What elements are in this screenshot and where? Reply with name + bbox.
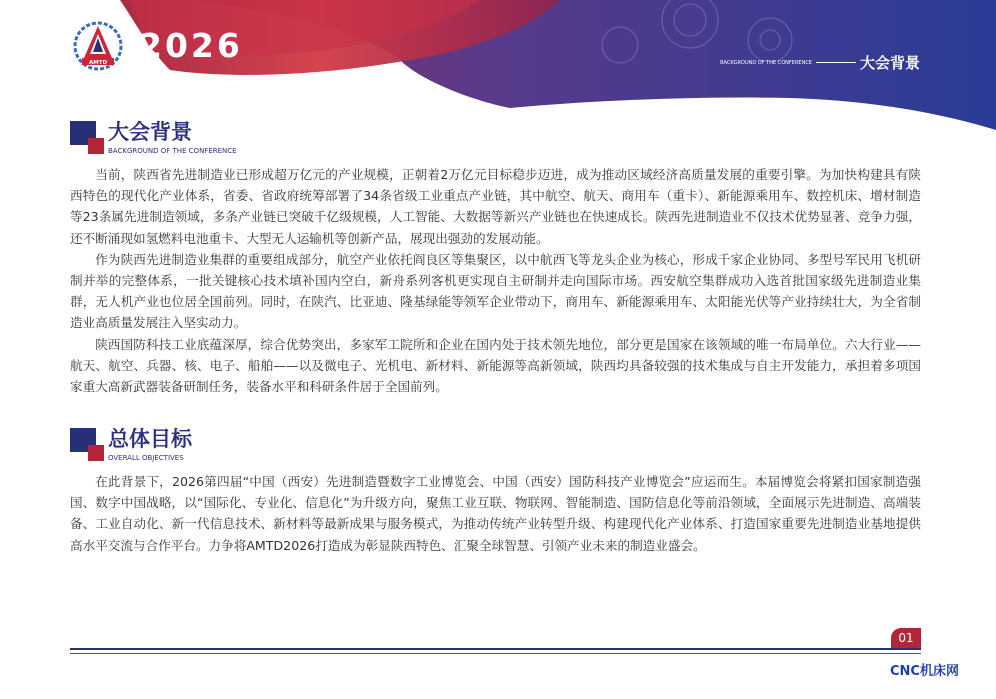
section-title-en: BACKGROUND OF THE CONFERENCE <box>108 147 237 155</box>
paragraph: 当前，陕西省先进制造业已形成超万亿元的产业规模，正朝着2万亿元目标稳步迈进，成为推动区域经济高质量发展的重要引擎。为加快构建具有陕西特色的现代化产业体系，省委、省政府统筹部署了34条省级工业重点产业链，其中航空、航天、商用车（重卡）、新能源乘用车、数控机床、增材制造等23条属先进制造领域，多条产业链已突破千亿级规模，人工智能、大数据等新兴产业链也在快速成长。陕西先进制造业不仅技术优势显著、竞争力强，还不断涌现如氢燃料电池重卡、大型无人运输机等创新产品，展现出强劲的发展动能。 <box>70 167 921 246</box>
header-section-label <box>720 52 920 73</box>
footer-rule-navy <box>70 648 921 650</box>
header-section-en: BACKGROUND OF THE CONFERENCE <box>720 59 812 66</box>
paragraph: 作为陕西先进制造业集群的重要组成部分，航空产业依托阎良区等集聚区，以中航西飞等龙头企业为核心，形成千家企业协同、多型号军民用飞机研制并举的完整体系，一批关键核心技术填补国内空白，新舟系列客机更实现自主研制并走向国际市场。西安航空集群成功入选首批国家级先进制造业集群，无人机产业也位居全国前列。同时，在陕汽、比亚迪、隆基绿能等领军企业带动下，商用车、新能源乘用车、太阳能光伏等产业持续壮大，为全省制造业高质量发展注入坚实动力。 <box>70 251 921 331</box>
section-title-en: OVERALL OBJECTIVES <box>108 454 184 462</box>
paragraph: 陕西国防科技工业底蕴深厚，综合优势突出，多家军工院所和企业在国内处于技术领先地位，部分更是国家在该领域的唯一布局单位。六大行业——航天、航空、兵器、核、电子、船舶——以及微电子、光机电、新材料、新能源等高新领域，陕西均具备较强的技术集成与自主开发能力，承担着多项国家重大高新武器装备研制任务，装备水平和科研条件居于全国前列。 <box>70 336 921 395</box>
page-number: 01 <box>891 628 921 648</box>
section-title-cn: 大会背景 <box>108 120 192 144</box>
objectives-body <box>70 471 921 556</box>
header-section-cn: 大会背景 <box>859 54 920 72</box>
footer-rule-red <box>70 653 921 654</box>
header-divider <box>816 62 856 63</box>
section-title-cn: 总体目标 <box>108 427 192 451</box>
heading-square-red <box>88 138 104 154</box>
paragraph: 在此背景下，2026第四届“中国（西安）先进制造暨数字工业博览会、中国（西安）国防科技产业博览会”应运而生。本届博览会将紧扣国家制造强国、数字中国战略，以“国际化、专业化、信息化”为升级方向，聚焦工业互联、物联网、智能制造、国防信息化等前沿领域，全面展示先进制造、高端装备、工业自动化、新一代信息技术、新材料等最新成果与服务模式，为推动传统产业转型升级、构建现代化产业体系、打造国家重要先进制造业基地提供高水平交流与合作平台。力争将AMTD2026打造成为彰显陕西特色、汇聚全球智慧、引领产业未来的制造业盛会。 <box>70 474 921 553</box>
heading-square-red <box>88 445 104 461</box>
logo-text: AMTD <box>88 60 108 66</box>
amtd-logo <box>72 20 124 72</box>
year-title: 2026 <box>139 26 243 65</box>
background-body <box>70 164 921 397</box>
watermark: CNC机床网 <box>890 664 959 679</box>
